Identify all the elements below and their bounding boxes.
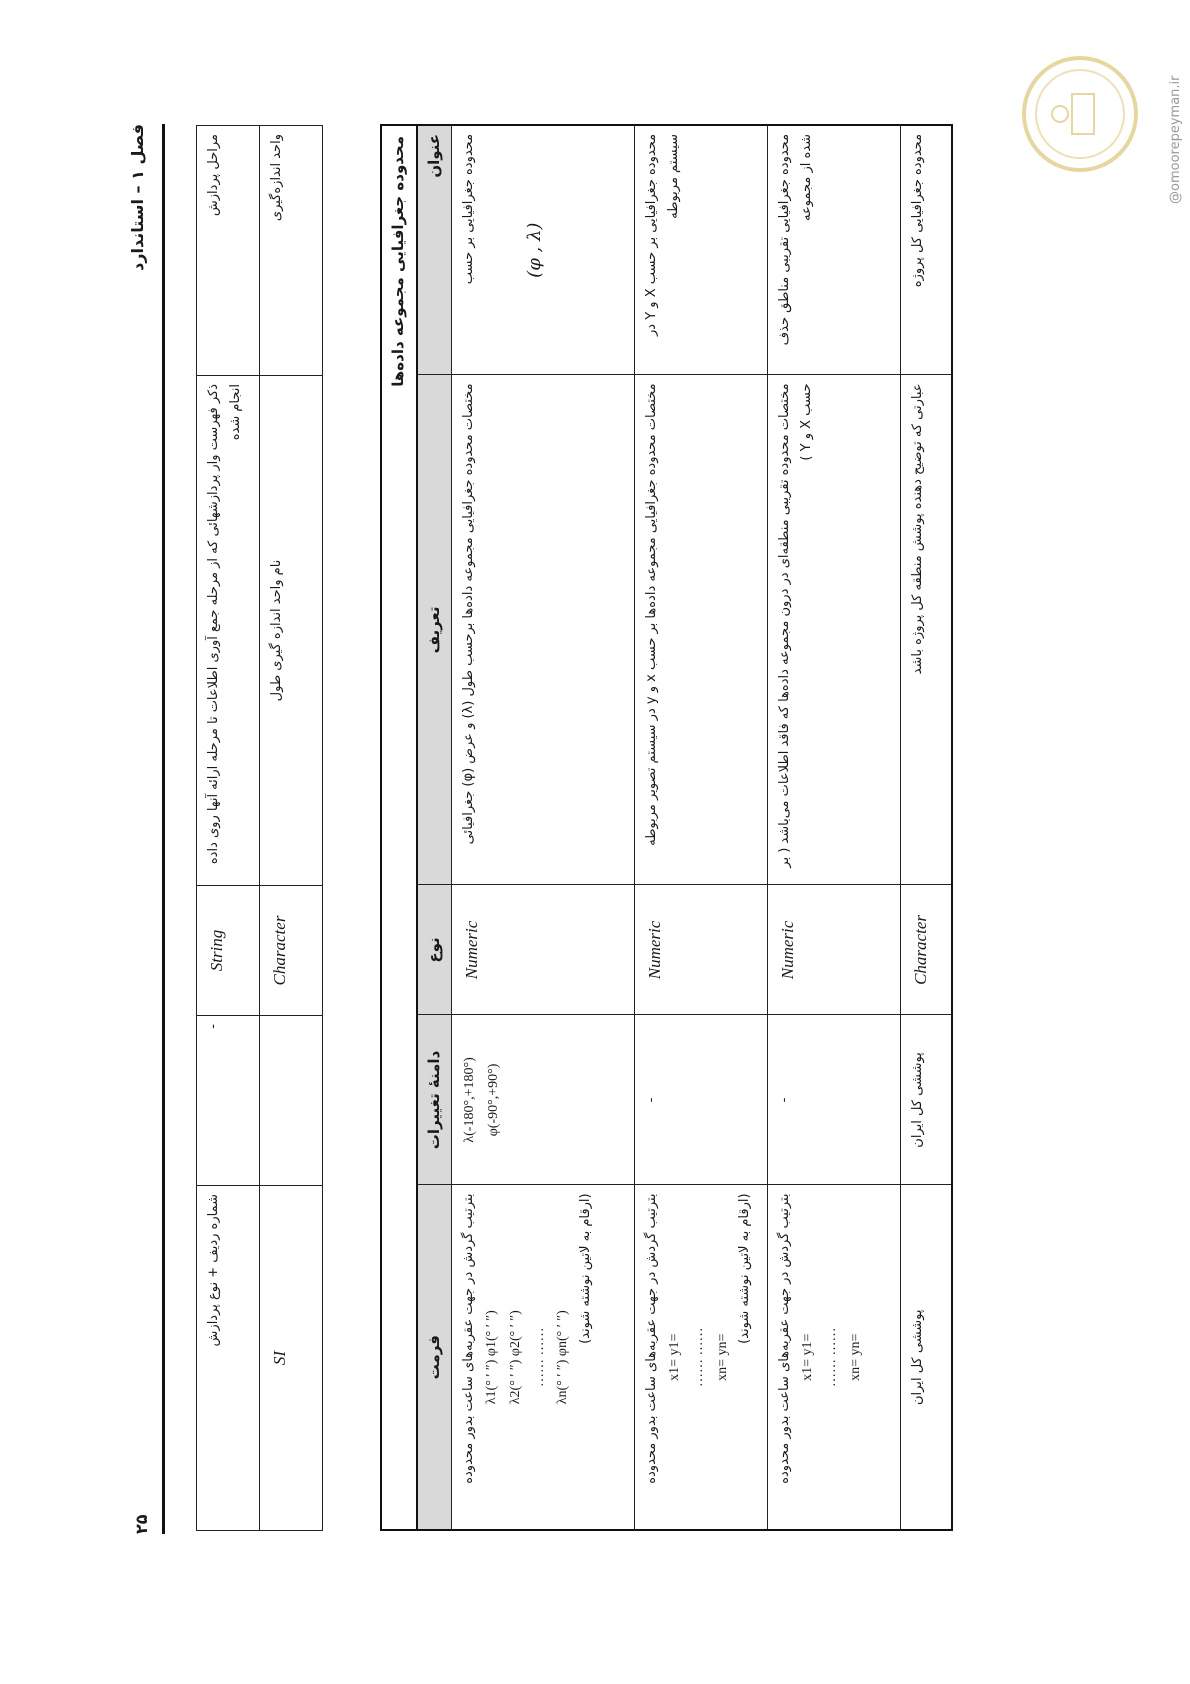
row-type: Numeric xyxy=(768,885,901,1015)
row-title xyxy=(452,125,635,375)
column-header-row xyxy=(417,125,452,1530)
row-title-symbols: (φ , λ) xyxy=(524,222,546,278)
row-title-text: محدوده جغرافیایی بر حسب xyxy=(461,133,476,285)
row-title: محدوده جغرافیایی کل پروژه xyxy=(901,125,953,375)
format-note: (ارقام به لاتین نوشته شوند) xyxy=(578,1193,594,1344)
range-lambda: λ(-180°,+180°) xyxy=(462,1057,477,1143)
row-definition: مختصات محدوده جغرافیایی مجموعه داده‌ها بر حسب x و y در سیستم تصویر مربوطه xyxy=(635,375,768,885)
row-format: شماره ردیف + نوع پردازش xyxy=(197,1186,260,1531)
page-number: ۲۵ xyxy=(132,1514,151,1534)
row-domain xyxy=(260,1016,323,1186)
format-intro: بترتیب گردش در جهت عقربه‌های ساعت بدور محدوده xyxy=(461,1193,476,1484)
row-range: پوششی کل ایران xyxy=(901,1015,953,1185)
column-header: نوع xyxy=(417,885,452,1015)
header-rule xyxy=(162,124,165,1534)
table-row xyxy=(452,125,635,1530)
row-type: Numeric xyxy=(452,885,635,1015)
format-line: x1= y1= xyxy=(800,1333,816,1381)
row-definition: عبارتی که توضیح دهنده پوشش منطقه کل پروژه باشد xyxy=(901,375,953,885)
column-header: فرمت xyxy=(417,1185,452,1530)
range-phi: φ(-90°,+90°) xyxy=(485,1063,501,1137)
column-header: تعریف xyxy=(417,375,452,885)
watermark-text: @omoorepeyman.ir xyxy=(1168,75,1183,204)
column-header: دامنهٔ تغییرات xyxy=(417,1015,452,1185)
table-title: محدوده جغرافیایی مجموعه داده‌ها xyxy=(381,125,417,1530)
row-type: Numeric xyxy=(635,885,768,1015)
main-table xyxy=(380,124,953,1531)
row-format: SI xyxy=(260,1186,323,1531)
chapter-title: فصل ۱ – استاندارد xyxy=(128,124,147,271)
table-title-row xyxy=(381,125,417,1530)
row-definition: نام واحد اندازه گیری طول xyxy=(260,376,323,886)
row-label: مراحل پردازش xyxy=(197,126,260,376)
row-definition: مختصات محدوده تقریبی منطقه‌ای در درون مجموعه داده‌ها که فاقد اطلاعات می‌باشد ( بر حسب X و Y ) xyxy=(768,375,901,885)
row-domain: - xyxy=(197,1016,260,1186)
format-line: …… …… xyxy=(531,1327,547,1387)
row-definition: مختصات محدوده جغرافیایی مجموعه داده‌ها برحسب طول (λ) و عرض (φ) جغرافیائی xyxy=(452,375,635,885)
format-line: λn(° ′ ″) φn(° ′ ″) xyxy=(555,1310,571,1405)
table-row xyxy=(635,125,768,1530)
table-row xyxy=(260,126,323,1531)
table-row xyxy=(197,126,260,1531)
row-label: واحد اندازه‌گیری xyxy=(260,126,323,376)
row-format: پوششی کل ایران xyxy=(901,1185,953,1530)
row-type: String xyxy=(197,886,260,1016)
row-format xyxy=(452,1185,635,1530)
row-type: Character xyxy=(901,885,953,1015)
format-line: λ1(° ′ ″) φ1(° ′ ″) xyxy=(484,1310,500,1405)
row-format xyxy=(635,1185,768,1530)
watermark-seal-icon xyxy=(1020,54,1140,174)
format-line: x1= y1= xyxy=(667,1333,683,1381)
row-format xyxy=(768,1185,901,1530)
row-definition: ذکر فهرست وار پردازشهائی که از مرحله جمع آوری اطلاعات تا مرحله ارائه آنها روی داده انجام شده xyxy=(197,376,260,886)
row-range: - xyxy=(635,1015,768,1185)
row-range xyxy=(452,1015,635,1185)
column-header: عنوان xyxy=(417,125,452,375)
format-line: xn= yn= xyxy=(847,1333,863,1381)
row-type: Character xyxy=(260,886,323,1016)
table-row xyxy=(768,125,901,1530)
format-intro: بترتیب گردش در جهت عقربه‌های ساعت بدور محدوده xyxy=(644,1193,659,1484)
format-line: …… …… xyxy=(823,1327,839,1387)
row-range: - xyxy=(768,1015,901,1185)
format-note: (ارقام به لاتین نوشته شوند) xyxy=(737,1193,753,1344)
format-intro: بترتیب گردش در جهت عقربه‌های ساعت بدور محدوده xyxy=(777,1193,792,1484)
format-line: …… …… xyxy=(690,1327,706,1387)
table-row xyxy=(901,125,953,1530)
top-table xyxy=(196,125,323,1531)
format-line: xn= yn= xyxy=(714,1333,730,1381)
row-title: محدوده جغرافیایی بر حسب X و Y در سیستم مربوطه xyxy=(635,125,768,375)
row-title: محدوده جغرافیایی تقریبی مناطق حذف شده از مجموعه xyxy=(768,125,901,375)
format-line: λ2(° ′ ″) φ2(° ′ ″) xyxy=(507,1310,523,1405)
